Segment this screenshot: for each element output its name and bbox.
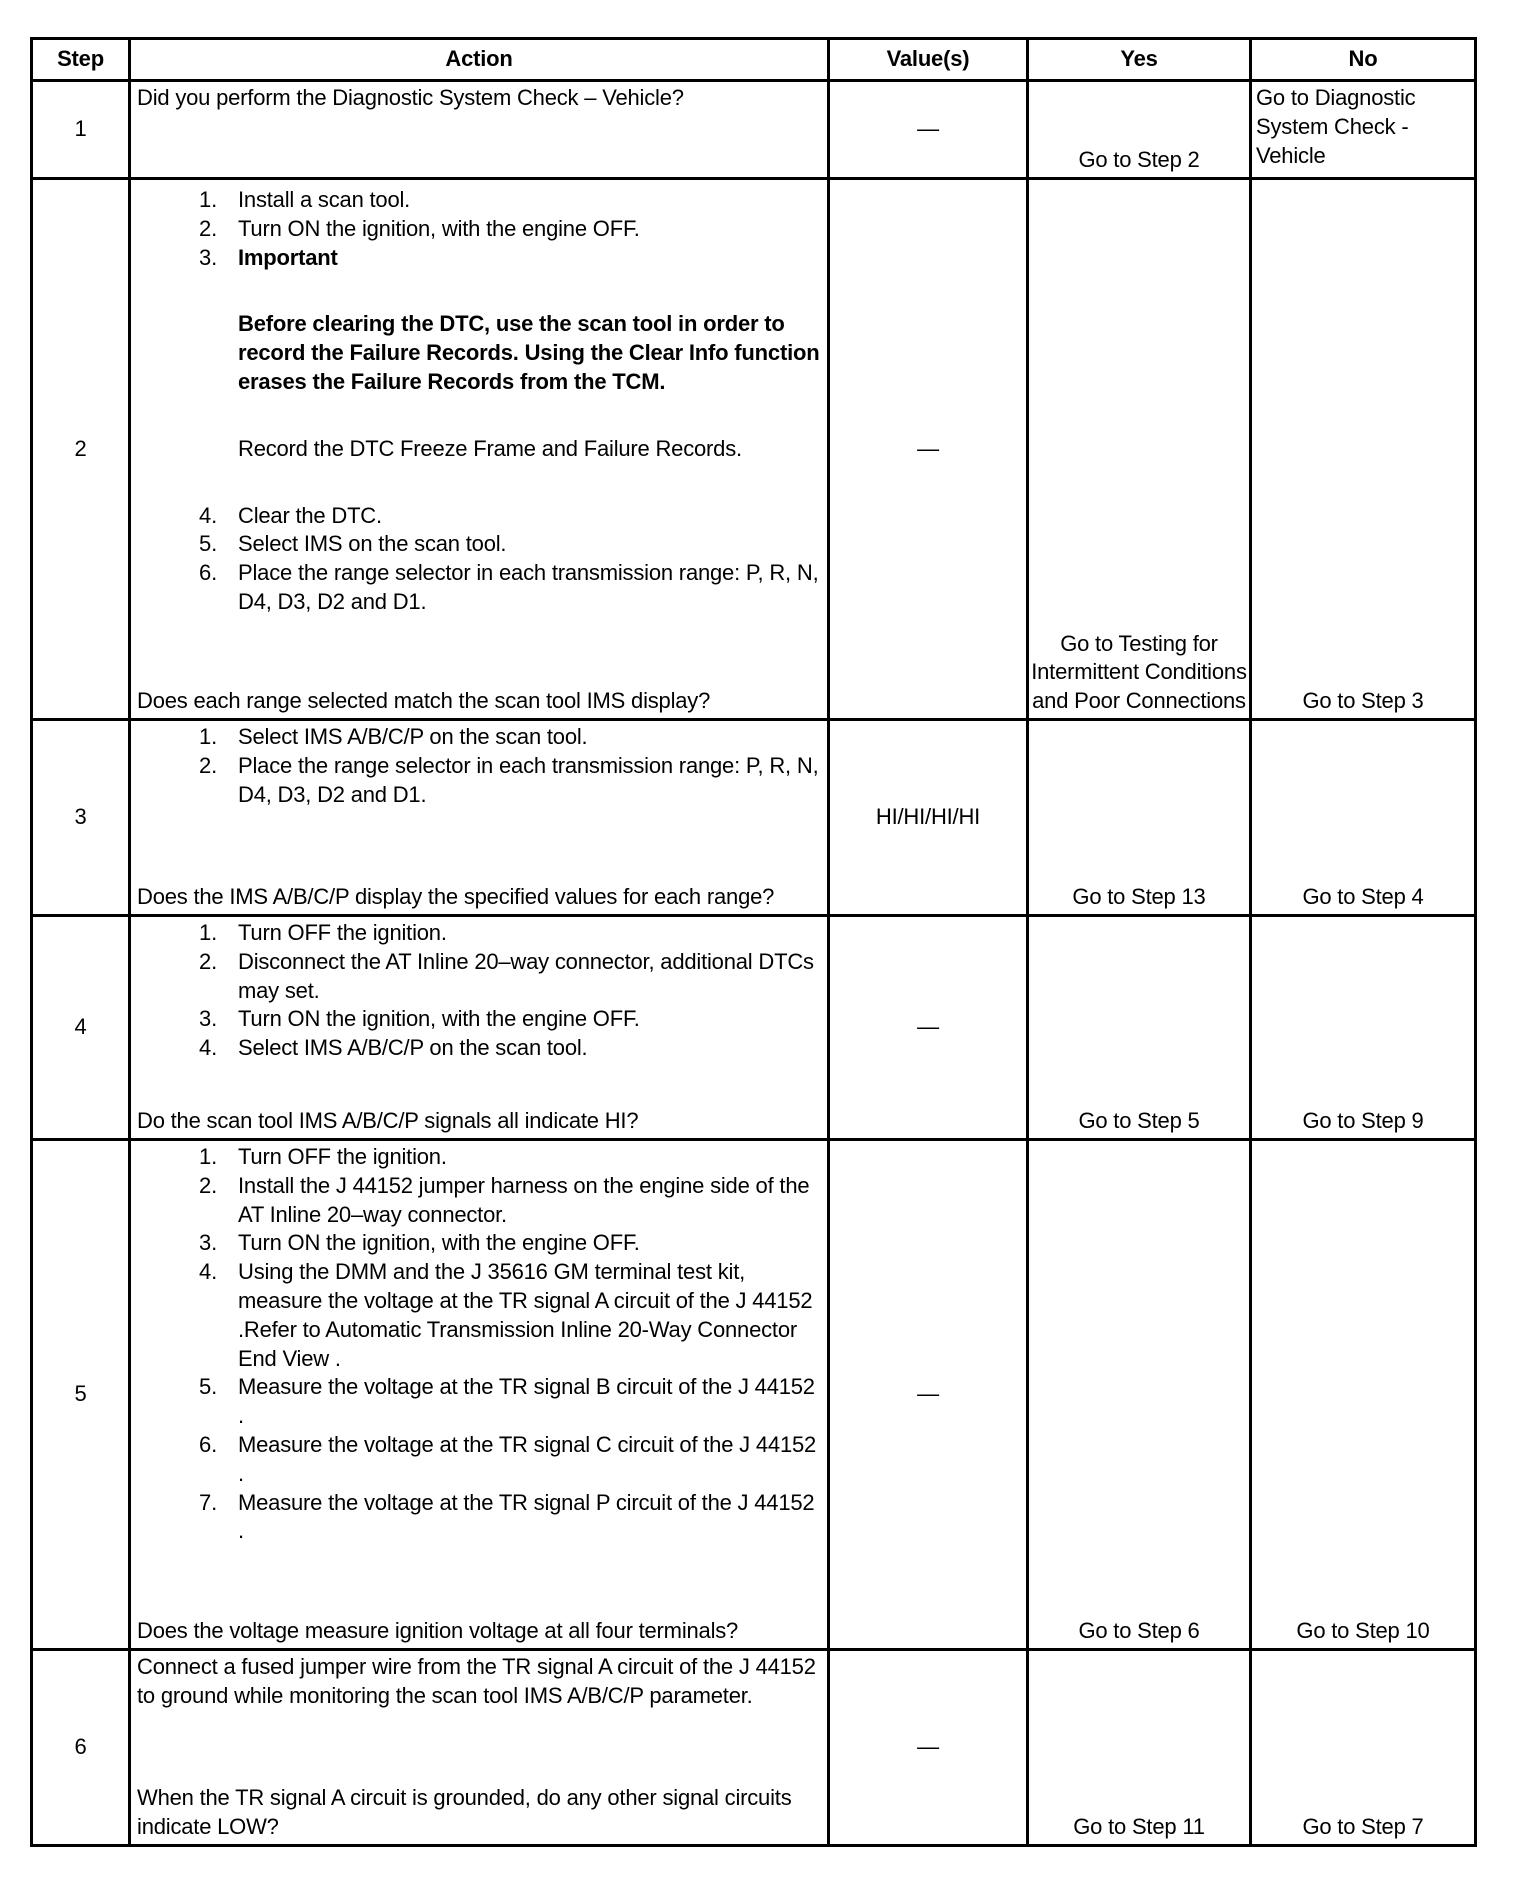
instruction: Connect a fused jumper wire from the TR signal A circuit of the J 44152 to ground while monitoring the scan tool IMS A/B/C/P parameter. — [137, 1654, 816, 1708]
list-item: 4. Select IMS A/B/C/P on the scan tool. — [199, 1035, 588, 1061]
yes-link[interactable]: Go to Step 2 — [1028, 81, 1251, 179]
table-row — [32, 81, 1476, 179]
step-number: 5 — [32, 1140, 130, 1650]
table-row — [32, 720, 1476, 916]
header-row — [32, 39, 1476, 81]
header-action: Action — [130, 39, 829, 81]
step-number: 3 — [32, 720, 130, 916]
list-item: 7. Measure the voltage at the TR signal P circuit of the J 44152 . — [199, 1489, 815, 1544]
list-item: 3. Turn ON the ignition, with the engine OFF. — [199, 1006, 640, 1032]
question: Does the voltage measure ignition voltage at all four terminals? — [137, 1618, 739, 1644]
action-cell — [130, 1650, 829, 1846]
diagnostic-table — [30, 37, 1477, 1847]
list-item: 1. Install a scan tool. — [199, 187, 411, 212]
table-row — [32, 916, 1476, 1140]
list-item: 3. Turn ON the ignition, with the engine OFF. — [199, 1230, 640, 1256]
question: When the TR signal A circuit is grounded, do any other signal circuits indicate LOW? — [137, 1785, 792, 1840]
yes-link[interactable]: Go to Testing for Intermittent Conditions and Poor Connections — [1028, 179, 1251, 720]
list-item: 5. Measure the voltage at the TR signal B circuit of the J 44152 . — [199, 1374, 815, 1429]
step-number: 1 — [32, 81, 130, 179]
list-item: 6. Measure the voltage at the TR signal C circuit of the J 44152 . — [199, 1431, 817, 1486]
no-link[interactable]: Go to Step 7 — [1251, 1650, 1476, 1846]
no-link[interactable]: Go to Step 3 — [1251, 179, 1476, 720]
step-number: 2 — [32, 179, 130, 720]
yes-link[interactable]: Go to Step 11 — [1028, 1650, 1251, 1846]
value-cell: — — [829, 1650, 1028, 1846]
action-cell — [130, 1140, 829, 1650]
table-row — [32, 1140, 1476, 1650]
no-link[interactable]: Go to Step 10 — [1251, 1140, 1476, 1650]
list-item: 1. Turn OFF the ignition. — [199, 1144, 447, 1169]
list-item: 3. Important — [199, 244, 338, 270]
header-no: No — [1251, 39, 1476, 81]
value-cell: — — [829, 81, 1028, 179]
no-link[interactable]: Go to Step 4 — [1251, 720, 1476, 916]
header-step: Step — [32, 39, 130, 81]
list-item: 5. Select IMS on the scan tool. — [199, 531, 507, 557]
value-cell: — — [829, 916, 1028, 1140]
list-item: 4. Clear the DTC. — [199, 502, 382, 528]
list-item: 1. Select IMS A/B/C/P on the scan tool. — [199, 724, 588, 749]
no-link[interactable]: Go to Step 9 — [1251, 916, 1476, 1140]
action-cell — [130, 720, 829, 916]
list-item: 2. Install the J 44152 jumper harness on the engine side of the AT Inline 20–way connector. — [199, 1172, 810, 1227]
list-item: 2. Place the range selector in each transmission range: P, R, N, D4, D3, D2 and D1. — [199, 752, 819, 807]
list-item: 4. Using the DMM and the J 35616 GM terminal test kit, measure the voltage at the TR signal A circuit of the J 44152 .Refer to Automatic Transmission Inline 20-Way Connector End View . — [199, 1259, 813, 1371]
list-item: 2. Disconnect the AT Inline 20–way connector, additional DTCs may set. — [199, 948, 814, 1003]
yes-link[interactable]: Go to Step 13 — [1028, 720, 1251, 916]
question: Do the scan tool IMS A/B/C/P signals all indicate HI? — [137, 1108, 639, 1134]
record-note: Record the DTC Freeze Frame and Failure Records. — [238, 435, 742, 461]
yes-link[interactable]: Go to Step 6 — [1028, 1140, 1251, 1650]
list-item: 2. Turn ON the ignition, with the engine OFF. — [199, 215, 640, 241]
important-note: Before clearing the DTC, use the scan tool in order to record the Failure Records. Using the Clear Info function erases the Failure Records from the TCM. — [238, 311, 820, 394]
table-row — [32, 1650, 1476, 1846]
action-cell — [130, 916, 829, 1140]
step-number: 6 — [32, 1650, 130, 1846]
action-cell — [130, 81, 829, 179]
question: Does the IMS A/B/C/P display the specified values for each range? — [137, 884, 775, 910]
table-row — [32, 179, 1476, 720]
step-number: 4 — [32, 916, 130, 1140]
value-cell: — — [829, 179, 1028, 720]
list-item: 6. Place the range selector in each transmission range: P, R, N, D4, D3, D2 and D1. — [199, 560, 819, 614]
value-cell: HI/HI/HI/HI — [829, 720, 1028, 916]
header-yes: Yes — [1028, 39, 1251, 81]
list-item: 1. Turn OFF the ignition. — [199, 920, 447, 945]
value-cell: — — [829, 1140, 1028, 1650]
action-cell — [130, 179, 829, 720]
question: Does each range selected match the scan tool IMS display? — [137, 688, 711, 714]
no-link[interactable]: Go to Diagnostic System Check - Vehicle — [1251, 81, 1476, 179]
header-values: Value(s) — [829, 39, 1028, 81]
yes-link[interactable]: Go to Step 5 — [1028, 916, 1251, 1140]
question: Did you perform the Diagnostic System Check – Vehicle? — [137, 85, 684, 110]
